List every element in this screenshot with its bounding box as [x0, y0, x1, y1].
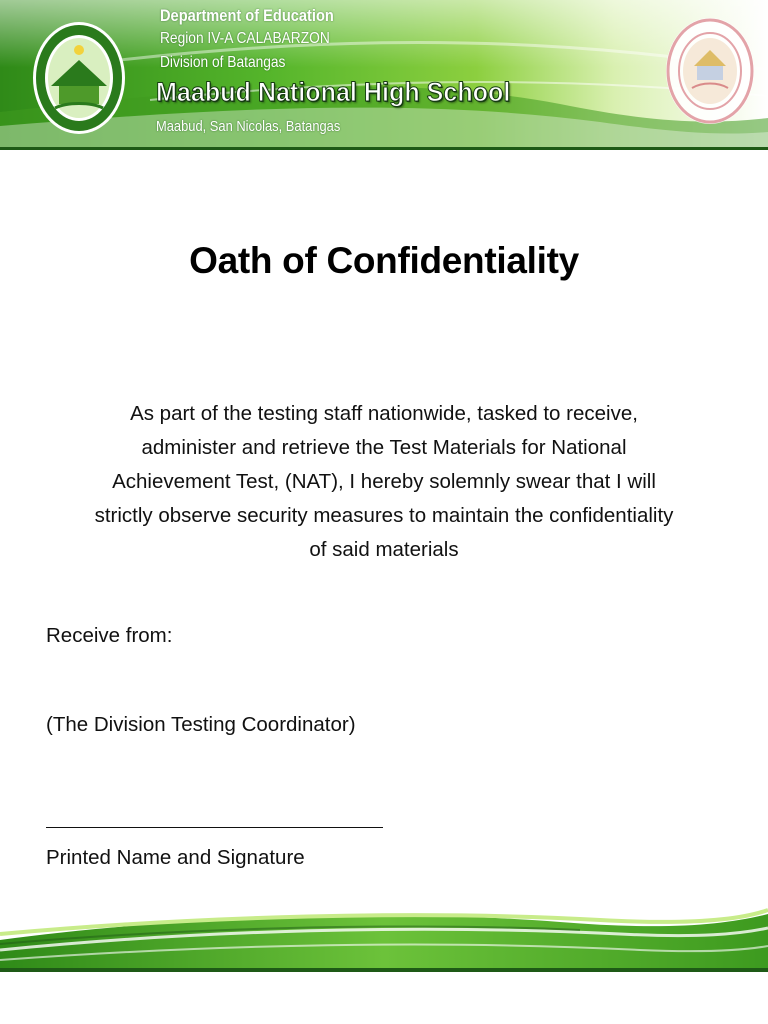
- oath-line: strictly observe security measures to maintain the confidentiality: [94, 504, 674, 527]
- header-divider: [0, 147, 768, 150]
- coordinator-label: (The Division Testing Coordinator): [46, 713, 356, 736]
- school-address: Maabud, San Nicolas, Batangas: [156, 118, 341, 135]
- school-header-banner: [0, 0, 768, 150]
- oath-line: Achievement Test, (NAT), I hereby solemnly swear that I will: [112, 470, 656, 493]
- division-label: Division of Batangas: [160, 54, 286, 71]
- document-title: Oath of Confidentiality: [189, 240, 579, 281]
- oath-line: of said materials: [309, 538, 459, 561]
- deped-seal-icon: [664, 16, 756, 126]
- signature-label: Printed Name and Signature: [46, 846, 305, 869]
- region-label: Region IV-A CALABARZON: [160, 30, 330, 47]
- department-label: Department of Education: [160, 6, 334, 25]
- school-name: Maabud National High School: [156, 77, 511, 107]
- oath-paragraph: [50, 397, 718, 567]
- receive-from-label: Receive from:: [46, 624, 173, 647]
- school-seal-icon: [31, 20, 127, 136]
- footer-wave-decoration: [0, 900, 768, 972]
- signature-line: [46, 827, 383, 828]
- footer-wave-graphic: [0, 900, 768, 972]
- oath-line: administer and retrieve the Test Materials for National: [141, 436, 627, 459]
- oath-line: As part of the testing staff nationwide, tasked to receive,: [130, 402, 638, 425]
